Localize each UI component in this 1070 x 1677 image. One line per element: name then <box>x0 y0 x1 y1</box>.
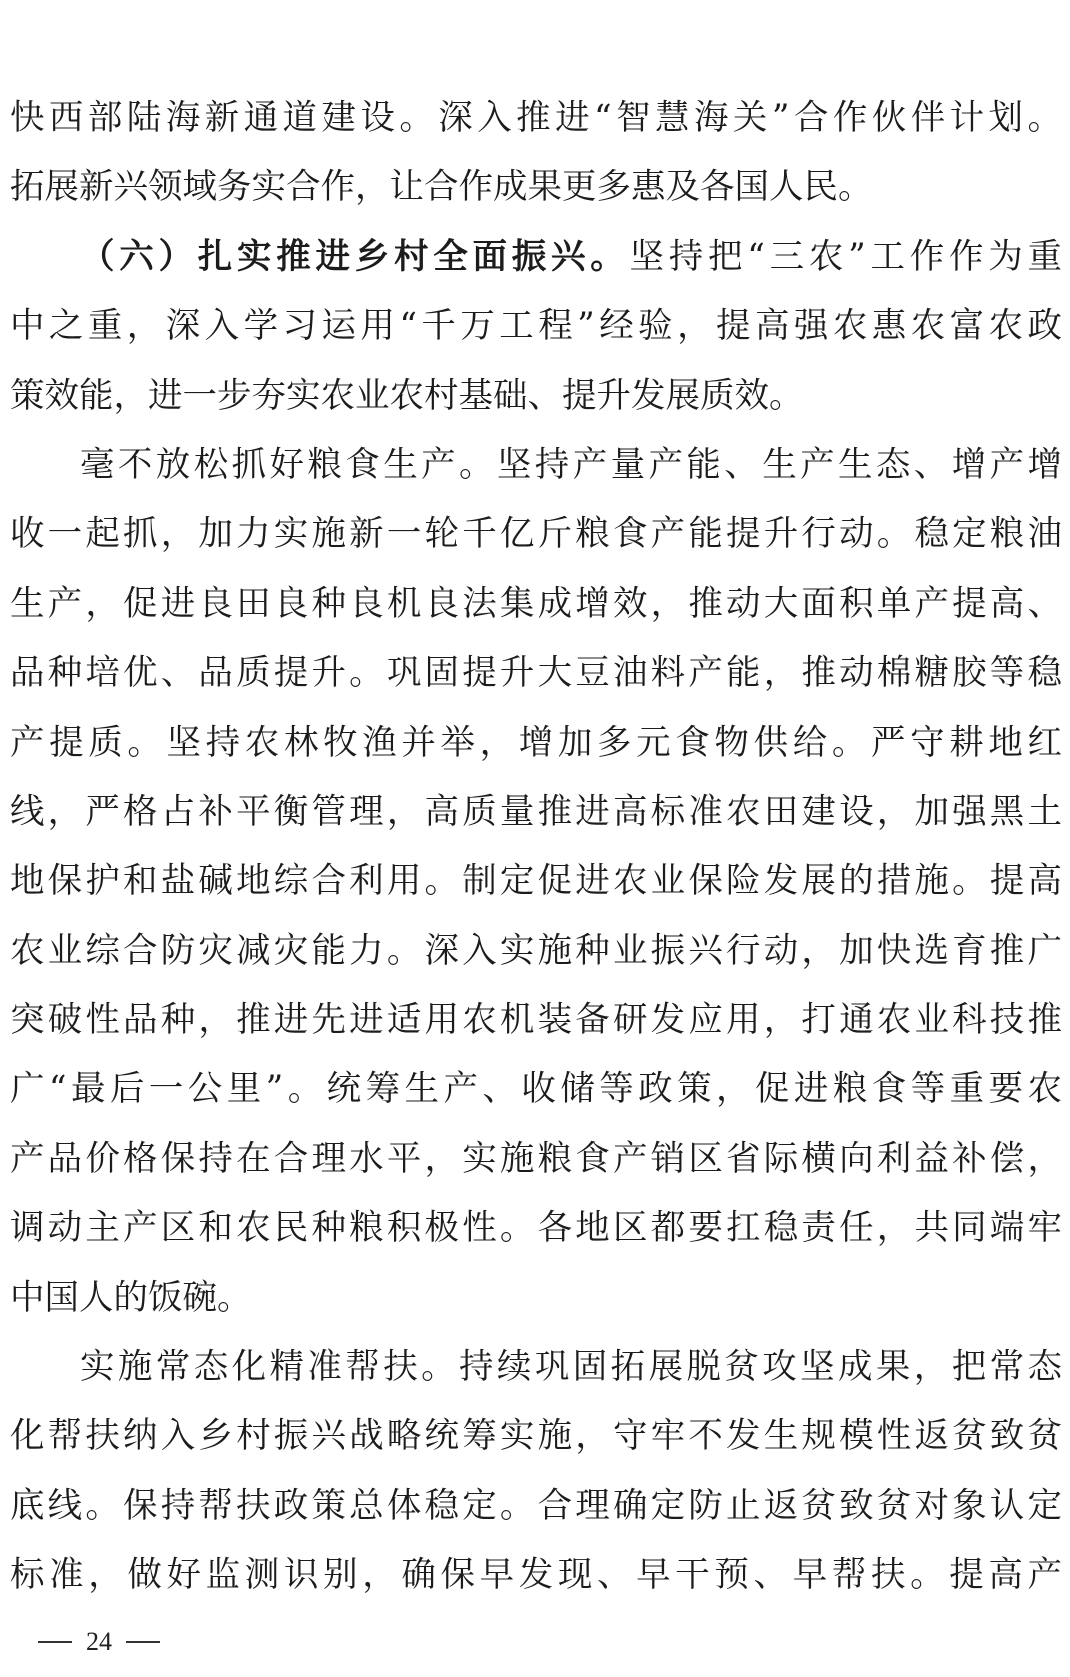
text-line: 调动主产区和农民种粮积极性。各地区都要扛稳责任，共同端牢 <box>10 1208 1062 1249</box>
text-line: 化帮扶纳入乡村振兴战略统筹实施，守牢不发生规模性返贫致贫 <box>10 1416 1062 1457</box>
text-line: 产品价格保持在合理水平，实施粮食产销区省际横向利益补偿， <box>10 1138 1062 1179</box>
text-line: 突破性品种，推进先进适用农机装备研发应用，打通农业科技推 <box>10 1000 1062 1041</box>
text-line: 广“最后一公里”。统筹生产、收储等政策，促进粮食等重要农 <box>10 1069 1062 1110</box>
text-line: 地保护和盐碱地综合利用。制定促进农业保险发展的措施。提高 <box>10 861 1062 902</box>
text-line: 农业综合防灾减灾能力。深入实施种业振兴行动，加快选育推广 <box>10 930 1062 971</box>
section-heading: （六）扎实推进乡村全面振兴。 <box>80 236 630 277</box>
footer-dash-left <box>38 1641 72 1643</box>
text-line: 策效能，进一步夯实农业农村基础、提升发展质效。 <box>10 375 804 416</box>
document-page <box>10 84 1062 1611</box>
text-line: 标准，做好监测识别，确保早发现、早干预、早帮扶。提高产 <box>10 1555 1062 1596</box>
text-line: 中国人的饭碗。 <box>10 1277 252 1318</box>
text-line: 线，严格占补平衡管理，高质量推进高标准农田建设，加强黑土 <box>10 791 1062 832</box>
text-line: 中之重，深入学习运用“千万工程”经验，提高强农惠农富农政 <box>10 306 1062 347</box>
text-line: 品种培优、品质提升。巩固提升大豆油料产能，推动棉糖胶等稳 <box>10 653 1062 694</box>
text-line: 实施常态化精准帮扶。持续巩固拓展脱贫攻坚成果，把常态 <box>80 1347 1062 1388</box>
text-line: 生产，促进良田良种良机良法集成增效，推动大面积单产提高、 <box>10 583 1062 624</box>
section-heading-line <box>10 223 1062 292</box>
page-footer <box>38 1622 160 1662</box>
text-line: 收一起抓，加力实施新一轮千亿斤粮食产能提升行动。稳定粮油 <box>10 514 1062 555</box>
text-line: 产提质。坚持农林牧渔并举，增加多元食物供给。严守耕地红 <box>10 722 1062 763</box>
text-line: 拓展新兴领域务实合作，让合作成果更多惠及各国人民。 <box>10 167 873 208</box>
text-line: 毫不放松抓好粮食生产。坚持产量产能、生产生态、增产增 <box>80 444 1062 485</box>
text-line: 底线。保持帮扶政策总体稳定。合理确定防止返贫致贫对象认定 <box>10 1485 1062 1526</box>
page-number: 24 <box>86 1627 112 1656</box>
text-span: 坚持把“三农”工作作为重 <box>629 236 1062 277</box>
footer-dash-right <box>126 1641 160 1643</box>
text-line: 快西部陆海新通道建设。深入推进“智慧海关”合作伙伴计划。 <box>10 98 1062 138</box>
